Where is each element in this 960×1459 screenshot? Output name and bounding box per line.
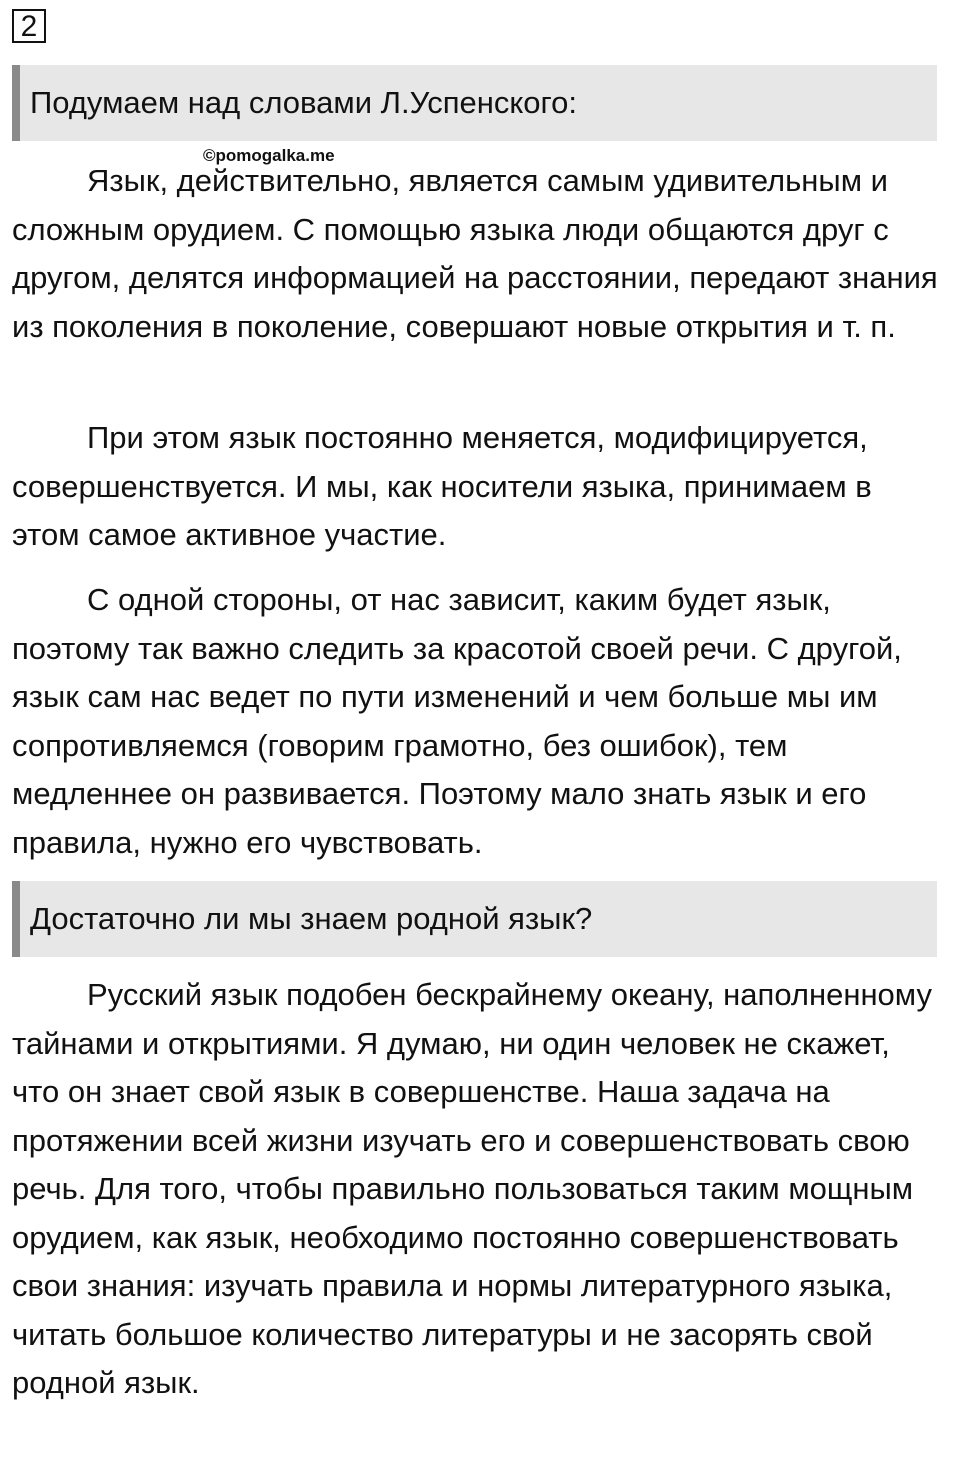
paragraph: Язык, действительно, является самым удивительным и сложным орудием. С помощью языка люди общаются друг с другом, делятся информацией на расстоянии, передают знания из поколения в поколение, совершают новые открытия и т. п. [12, 163, 938, 344]
task-number-box: 2 [12, 9, 46, 43]
paragraph: С одной стороны, от нас зависит, каким будет язык, поэтому так важно следить за красотой своей речи. С другой, язык сам нас ведет по пути изменений и чем больше мы им сопротивляемся (говорим грамотно, без ошибок), тем медленнее он развивается. Поэтому мало знать язык и его правила, нужно его чувствовать. [12, 582, 902, 860]
paragraph: Русский язык подобен бескрайнему океану, наполненному тайнами и открытиями. Я думаю, ни один человек не скажет, что он знает свой язык в совершенстве. Наша задача на протяжении всей жизни изучать его и совершенствовать свою речь. Для того, чтобы правильно пользоваться таким мощным орудием, как язык, необходимо постоянно совершенствовать свои знания: изучать правила и нормы литературного языка, читать большое количество литературы и не засорять свой родной язык. [12, 977, 932, 1400]
section-heading-2: Достаточно ли мы знаем родной язык? [12, 881, 937, 957]
watermark: ©pomogalka.me [203, 146, 335, 165]
paragraph: При этом язык постоянно меняется, модифицируется, совершенствуется. И мы, как носители языка, принимаем в этом самое активное участие. [12, 420, 872, 552]
section-heading-1: Подумаем над словами Л.Успенского: [12, 65, 937, 141]
